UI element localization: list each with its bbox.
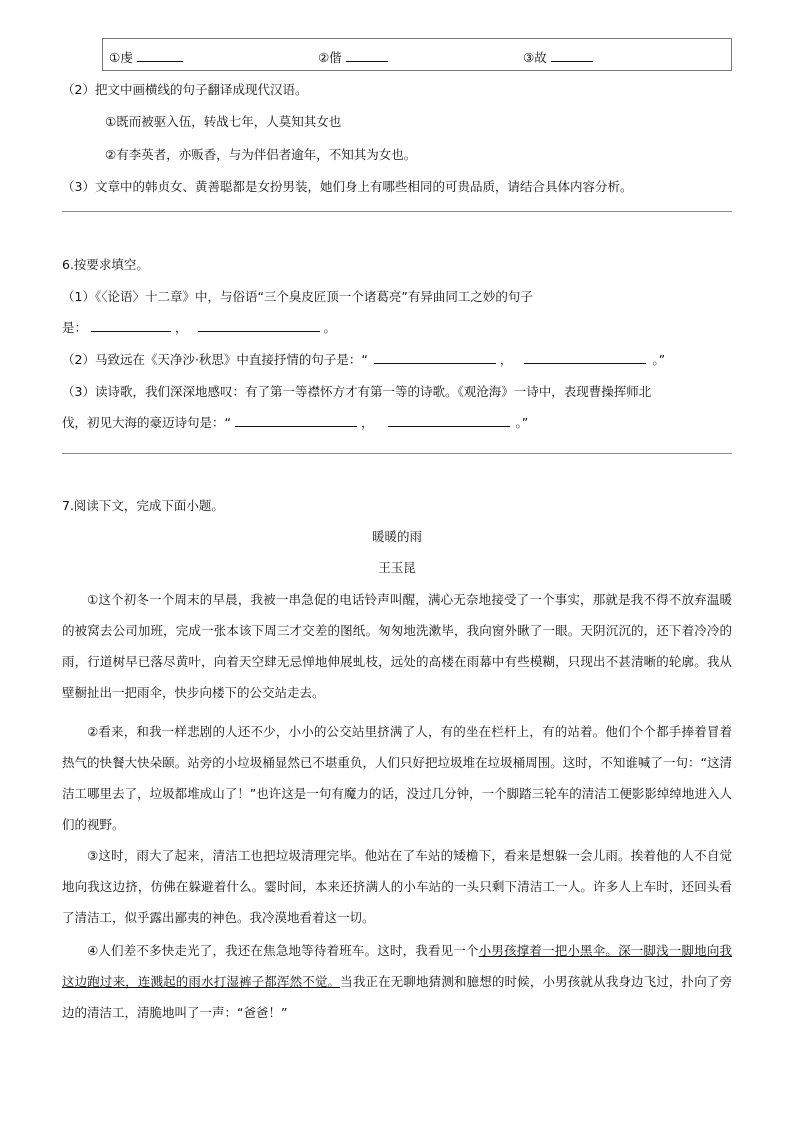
- fill-blank[interactable]: [235, 414, 357, 427]
- underlined-sentence: 小男孩撑着一把小黑伞。深一脚浅一脚地向我这边跑过来，连溅起的雨水打湿裤子都浑然不觉。: [62, 943, 732, 989]
- question-6-2: [62, 350, 665, 368]
- vocab-item-2: [318, 48, 388, 66]
- question-6-1-line1: （1）《〈论语〉十二章》中，与俗语“三个臭皮匠顶一个诸葛亮”有异曲同工之妙的句子: [62, 289, 533, 304]
- separator: ，: [499, 352, 513, 367]
- text-end: 。”: [652, 352, 666, 367]
- answer-blank[interactable]: [551, 48, 593, 62]
- story-paragraph-3: ③这时，雨大了起来，清洁工也把垃圾清理完毕。他站在了车站的矮檐下，看来是想躲一会儿雨。挨着他的人不自觉地向我这边挤，仿佛在躲避着什么。霎时间，本来还挤满人的小车站的一头只剩下清洁工一人。许多人上车时，还回头看了清洁工，似乎露出鄙夷的神色。我冷漠地看着这一切。: [62, 848, 732, 925]
- question-6-3-line1: （3）读诗歌，我们深深地感叹：有了第一等襟怀方才有第一等的诗歌。《观沧海》一诗中，表现曹操挥师北: [62, 384, 652, 399]
- question-6-3-line2: [62, 413, 528, 431]
- fill-blank[interactable]: [388, 414, 510, 427]
- story-paragraph-2: ②看来，和我一样悲剧的人还不少，小小的公交站里挤满了人，有的坐在栏杆上，有的站着。他们个个都手捧着冒着热气的快餐大快朵颐。站旁的小垃圾桶显然已不堪重负，人们只好把垃圾堆在垃圾桶周围。这时，不知谁喊了一句：“这清洁工哪里去了，垃圾都堆成山了！”也许这是一句有魔力的话，没过几分钟，一个脚踏三轮车的清洁工便影影绰绰地进入人们的视野。: [62, 724, 732, 832]
- vocab-item-3: [523, 48, 593, 66]
- paragraph-text: 当我正在无聊地猜测和臆想的时候，小男孩就从我身边飞过，扑向了旁边的清洁工，清脆地叫了一声：“爸爸！”: [62, 974, 732, 1020]
- fill-blank[interactable]: [91, 319, 171, 332]
- sentence-2: ②有李英者，亦贩香，与为伴侣者逾年，不知其为女也。: [105, 147, 417, 162]
- vocab-box: [102, 38, 732, 71]
- divider: [62, 211, 732, 212]
- vocab-label: ①虔: [109, 50, 133, 65]
- vocab-item-1: [109, 48, 183, 66]
- divider: [62, 453, 732, 454]
- text-prefix: 是：: [62, 320, 88, 335]
- fill-blank[interactable]: [524, 351, 646, 364]
- story-paragraph-4: [62, 935, 732, 1028]
- answer-blank[interactable]: [137, 48, 183, 62]
- fill-blank[interactable]: [374, 351, 496, 364]
- question-5-3: （3）文章中的韩贞女、黄善聪都是女扮男装，她们身上有哪些相同的可贵品质，请结合具体内容分析。: [62, 179, 633, 194]
- question-6-title: 6.按要求填空。: [62, 257, 149, 272]
- text-prefix: （2）马致远在《天净沙·秋思》中直接抒情的句子是：“: [62, 352, 368, 367]
- separator: ，: [360, 415, 374, 430]
- question-7-title: 7.阅读下文，完成下面小题。: [62, 498, 224, 513]
- sentence-1: ①既而被驱入伍，转战七年，人莫知其女也: [105, 114, 342, 129]
- story-author: 王玉昆: [378, 560, 416, 575]
- text-end: 。: [323, 320, 337, 335]
- paragraph-text: ④人们差不多快走光了，我还在焦急地等待着班车。这时，我看见一个: [87, 943, 479, 958]
- vocab-label: ②偕: [318, 50, 342, 65]
- separator: ，: [175, 320, 188, 335]
- question-6-1-line2: [62, 318, 336, 336]
- story-paragraph-1: ①这个初冬一个周末的早晨，我被一串急促的电话铃声叫醒，满心无奈地接受了一个事实，那就是我不得不放弃温暖的被窝去公司加班，完成一张本该下周三才交差的图纸。匆匆地洗漱毕，我向窗外瞅了一眼。天阴沉沉的，还下着冷冷的雨，行道树早已落尽黄叶，向着天空肆无忌惮地伸展虬枝，远处的高楼在雨幕中有些模糊，只现出不甚清晰的轮廓。我从壁橱扯出一把雨伞，快步向楼下的公交站走去。: [62, 592, 732, 700]
- story-title: 暖暖的雨: [371, 529, 422, 544]
- question-5-2: （2）把文中画横线的句子翻译成现代汉语。: [62, 82, 308, 97]
- answer-blank[interactable]: [346, 48, 388, 62]
- text-prefix: 伐，初见大海的豪迈诗句是：“: [62, 415, 231, 430]
- fill-blank[interactable]: [198, 319, 320, 332]
- vocab-label: ③故: [523, 50, 547, 65]
- text-end: 。”: [515, 415, 529, 430]
